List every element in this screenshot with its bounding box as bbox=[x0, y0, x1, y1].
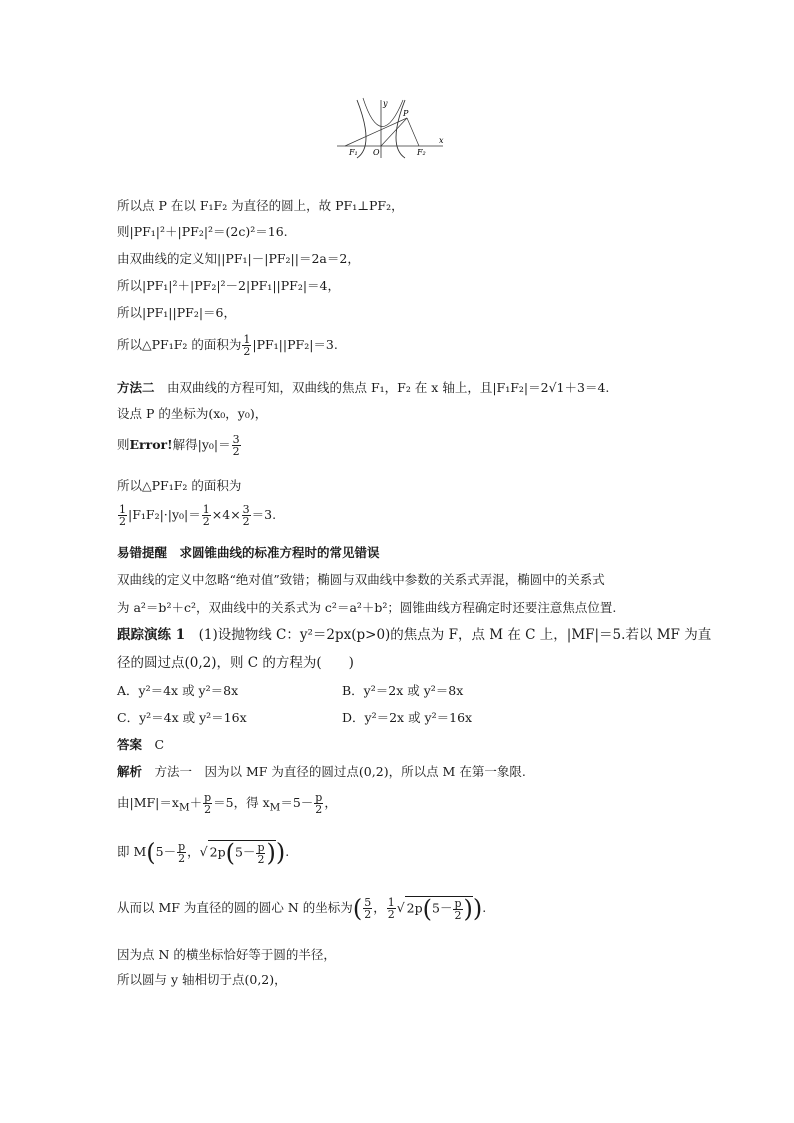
then-text: 则 bbox=[117, 437, 130, 452]
mf-text: 由|MF|＝x bbox=[117, 795, 179, 810]
text-line-19 bbox=[117, 792, 337, 816]
denominator: 2 bbox=[119, 515, 126, 528]
label-o: O bbox=[373, 148, 380, 157]
fraction-p-half bbox=[203, 792, 212, 815]
option-d: D．y²＝2x 或 y²＝16x bbox=[342, 710, 473, 725]
area-formula: |F₁F₂|·|y₀|＝ bbox=[128, 507, 201, 522]
area-result: |PF₁||PF₂|＝3. bbox=[252, 337, 338, 352]
text-line-17 bbox=[117, 737, 164, 753]
hyperbola-figure bbox=[335, 96, 450, 160]
numerator: 1 bbox=[243, 333, 251, 346]
denominator: 2 bbox=[202, 515, 210, 528]
denominator: 2 bbox=[315, 803, 323, 816]
inner-expr: 5－ bbox=[234, 844, 256, 860]
numerator: 5 bbox=[364, 896, 372, 909]
fraction-p-half bbox=[177, 841, 186, 864]
numerator: p bbox=[204, 791, 212, 804]
segment-pf1 bbox=[345, 118, 407, 146]
text-line-16: 径的圆过点(0,2)，则 C 的方程为( ) bbox=[117, 655, 354, 671]
area-text: 所以△PF₁F₂ 的面积为 bbox=[117, 337, 242, 352]
inner-expr: 5－ bbox=[432, 900, 453, 916]
denominator: 2 bbox=[387, 908, 395, 921]
exercise-label: 跟踪演练 1 bbox=[117, 627, 186, 643]
denominator: 2 bbox=[178, 852, 186, 865]
left-branch bbox=[357, 100, 366, 158]
text-line-5: 所以|PF₁||PF₂|＝6， bbox=[117, 305, 236, 320]
analysis-label: 解析 bbox=[117, 764, 143, 779]
fraction-p-half bbox=[453, 898, 462, 921]
numerator: 1 bbox=[202, 503, 210, 516]
answer-value: C bbox=[142, 737, 165, 752]
numerator: p bbox=[315, 791, 323, 804]
period: . bbox=[482, 900, 487, 915]
fraction-half bbox=[242, 334, 251, 357]
text-line-14: 为 a²＝b²＋c²，双曲线中的关系式为 c²＝a²＋b²；圆锥曲线方程确定时还要注意焦点位置. bbox=[117, 600, 617, 615]
denominator: 2 bbox=[364, 908, 372, 921]
option-c: C．y²＝4x 或 y²＝16x bbox=[117, 710, 247, 725]
point-m-text: 即 M bbox=[117, 844, 147, 859]
center-n-text: 从而以 MF 为直径的圆的圆心 N 的坐标为 bbox=[117, 900, 353, 915]
period: . bbox=[285, 844, 290, 859]
method-two-label: 方法二 bbox=[117, 380, 155, 395]
error-text: Error! bbox=[129, 437, 173, 452]
text-line-7 bbox=[117, 380, 609, 396]
xm-value: ＝5－ bbox=[280, 795, 314, 810]
sqrt-expression: 2p(5－ $\frac{p}{2}$ ) bbox=[406, 895, 473, 923]
fraction-p-half bbox=[314, 792, 323, 815]
fraction-half bbox=[387, 897, 396, 920]
area-equals: ＝3. bbox=[251, 507, 277, 522]
two-p: 2p bbox=[209, 844, 226, 860]
text-line-3: 由双曲线的定义知||PF₁|－|PF₂||＝2a＝2， bbox=[117, 251, 360, 266]
fraction-half bbox=[202, 504, 211, 527]
m-x-coord: 5－ bbox=[155, 844, 177, 859]
text-line-11 bbox=[117, 504, 276, 527]
method-two-text: 由双曲线的方程可知，双曲线的焦点 F₁，F₂ 在 x 轴上，且|F₁F₂|＝2√1＋3＝4. bbox=[154, 380, 610, 395]
denominator: 2 bbox=[232, 445, 240, 458]
denominator: 2 bbox=[242, 515, 250, 528]
denominator: 2 bbox=[257, 852, 265, 866]
numerator: 3 bbox=[232, 433, 240, 446]
text-line-15 bbox=[117, 627, 711, 643]
segment-pf2 bbox=[407, 118, 419, 146]
denominator: 2 bbox=[204, 803, 212, 816]
text-line-9 bbox=[117, 434, 242, 457]
fraction-three-halves bbox=[242, 504, 251, 527]
text-line-8: 设点 P 的坐标为(x₀，y₀)， bbox=[117, 406, 268, 421]
text-line-13: 双曲线的定义中忽略“绝对值”致错；椭圆与双曲线中参数的关系式弄混，椭圆中的关系式 bbox=[117, 572, 605, 587]
text-line-21: 从而以 MF 为直径的圆的圆心 N 的坐标为( $\frac{5}{2}$ ， $\frac{1}{2}$ √ 2p(5－ $\frac{p}{2}$ )). bbox=[117, 894, 487, 923]
label-p: P bbox=[403, 109, 409, 118]
numerator: 1 bbox=[387, 896, 395, 909]
numerator: 1 bbox=[119, 503, 126, 516]
numerator: 3 bbox=[242, 503, 250, 516]
denominator: 2 bbox=[243, 345, 251, 358]
option-a: A．y²＝4x 或 y²＝8x bbox=[117, 683, 239, 698]
text-line-12 bbox=[117, 545, 380, 561]
error-reminder-label: 易错提醒 bbox=[117, 545, 168, 560]
numerator: p bbox=[257, 840, 265, 854]
text-line-10: 所以△PF₁F₂ 的面积为 bbox=[117, 478, 242, 493]
denominator: 2 bbox=[454, 908, 462, 922]
fraction-five-halves bbox=[363, 897, 372, 920]
text-line-23: 所以圆与 y 轴相切于点(0,2)， bbox=[117, 972, 287, 987]
fraction-p-half bbox=[256, 842, 265, 865]
solve-text: 解得|y₀|＝ bbox=[172, 437, 231, 452]
error-reminder-text: 求圆锥曲线的标准方程时的常见错误 bbox=[167, 545, 380, 560]
text-line-1: 所以点 P 在以 F₁F₂ 为直径的圆上，故 PF₁⊥PF₂， bbox=[117, 198, 404, 213]
label-f2: F₂ bbox=[417, 148, 426, 157]
text-line-4: 所以|PF₁|²＋|PF₂|²－2|PF₁||PF₂|＝4， bbox=[117, 278, 340, 293]
comma: ， bbox=[324, 795, 337, 810]
comma: ， bbox=[187, 844, 200, 859]
times-four: ×4× bbox=[211, 507, 241, 522]
subscript-m: M bbox=[178, 801, 190, 814]
analysis-text: 方法一 因为以 MF 为直径的圆过点(0,2)，所以点 M 在第一象限. bbox=[142, 764, 526, 779]
equals-five-text: ＝5，得 x bbox=[213, 795, 270, 810]
answer-label: 答案 bbox=[117, 737, 143, 752]
numerator: p bbox=[454, 896, 462, 910]
sqrt-expression: 2p(5－ $\frac{p}{2}$ ) bbox=[209, 839, 276, 867]
hyperbola-diagram bbox=[335, 96, 450, 160]
text-line-20: 即 M(5－ $\frac{p}{2}$ ，√ 2p(5－ $\frac{p}{2}$ )). bbox=[117, 838, 290, 867]
label-x: x bbox=[439, 136, 444, 145]
numerator: p bbox=[178, 840, 186, 853]
option-b: B．y²＝2x 或 y²＝8x bbox=[342, 683, 464, 698]
exercise-text: (1)设抛物线 C：y²＝2px(p>0)的焦点为 F，点 M 在 C 上，|MF|＝5.若以 MF 为直 bbox=[185, 627, 712, 643]
text-line-2: 则|PF₁|²＋|PF₂|²＝(2c)²＝16. bbox=[117, 224, 288, 239]
fraction-three-halves bbox=[232, 434, 241, 457]
text-line-18 bbox=[117, 764, 526, 780]
label-f1: F₁ bbox=[349, 148, 358, 157]
text-line-6 bbox=[117, 334, 338, 357]
subscript-m: M bbox=[269, 801, 281, 814]
comma: ， bbox=[373, 900, 386, 915]
label-y: y bbox=[383, 99, 388, 108]
two-p: 2p bbox=[406, 900, 423, 916]
plus-text: ＋ bbox=[189, 795, 203, 810]
text-line-22: 因为点 N 的横坐标恰好等于圆的半径， bbox=[117, 947, 336, 962]
segment-op bbox=[381, 118, 407, 146]
fraction-half bbox=[118, 504, 127, 527]
